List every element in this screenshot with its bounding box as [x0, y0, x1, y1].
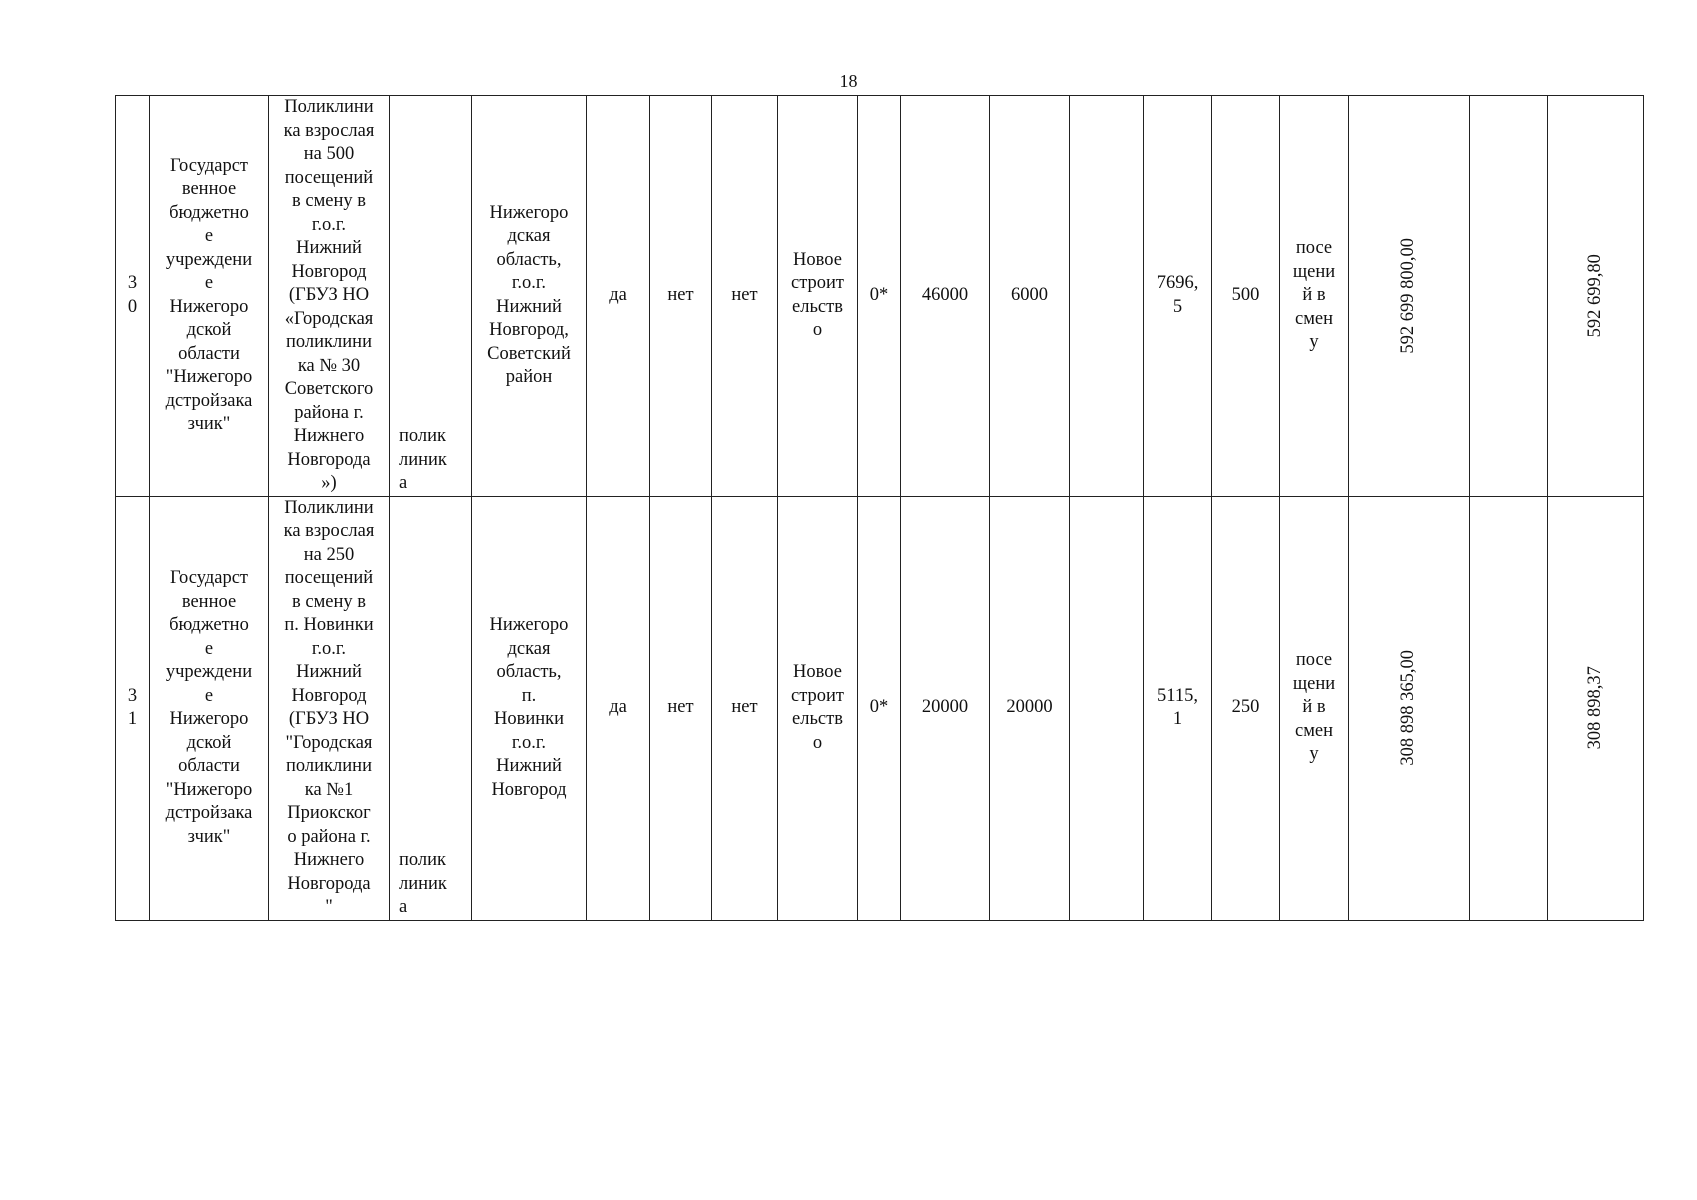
capacity-cell: 500	[1212, 96, 1280, 497]
cost-total-cell: 592 699 800,00	[1349, 96, 1470, 497]
col-12-cell: 20000	[990, 496, 1070, 920]
col-11-cell: 46000	[901, 96, 990, 497]
col-11-cell: 20000	[901, 496, 990, 920]
flag-3-cell: нет	[712, 96, 778, 497]
table-row	[116, 96, 1644, 497]
address-cell: Нижегоро дская область, г.о.г. Нижний Новгород, Советский район	[472, 96, 587, 497]
flag-2-cell: нет	[650, 496, 712, 920]
flag-1-cell: да	[587, 96, 650, 497]
cost-total-cell: 308 898 365,00	[1349, 496, 1470, 920]
row-number: 3 1	[116, 496, 150, 920]
flag-1-cell: да	[587, 496, 650, 920]
customer-cell: Государст венное бюджетно е учреждени е Нижегоро дской области "Нижегоро дстройзака зчик"	[150, 96, 269, 497]
col-18-cell	[1469, 496, 1547, 920]
col-10-cell: 0*	[858, 96, 901, 497]
page-number: 18	[839, 71, 858, 91]
area-cell: 5115, 1	[1144, 496, 1212, 920]
flag-3-cell: нет	[712, 496, 778, 920]
unit-cell: посе щени й в смен у	[1280, 96, 1349, 497]
col-18-cell	[1469, 96, 1547, 497]
address-cell: Нижегоро дская область, п. Новинки г.о.г. Нижний Новгород	[472, 496, 587, 920]
object-name-cell: Поликлини ка взрослая на 500 посещений в смену в г.о.г. Нижний Новгород (ГБУЗ НО «Городская поликлини ка № 30 Советского района г. Нижнего Новгорода »)	[269, 96, 390, 497]
cost-thousands-cell: 308 898,37	[1547, 496, 1643, 920]
col-13-cell	[1070, 496, 1144, 920]
col-10-cell: 0*	[858, 496, 901, 920]
work-type-cell: Новое строит ельств о	[778, 96, 858, 497]
capacity-cell: 250	[1212, 496, 1280, 920]
col-12-cell: 6000	[990, 96, 1070, 497]
unit-cell: посе щени й в смен у	[1280, 496, 1349, 920]
cost-thousands-cell: 592 699,80	[1547, 96, 1643, 497]
area-cell: 7696, 5	[1144, 96, 1212, 497]
col-13-cell	[1070, 96, 1144, 497]
table-row	[116, 496, 1644, 920]
object-type-cell: полик линик а	[390, 96, 472, 497]
object-name-cell: Поликлини ка взрослая на 250 посещений в смену в п. Новинки г.о.г. Нижний Новгород (ГБУЗ НО "Городская поликлини ка №1 Приокског о района г. Нижнего Новгорода "	[269, 496, 390, 920]
object-table	[115, 95, 1644, 921]
customer-cell: Государст венное бюджетно е учреждени е Нижегоро дской области "Нижегоро дстройзака зчик"	[150, 496, 269, 920]
flag-2-cell: нет	[650, 96, 712, 497]
work-type-cell: Новое строит ельств о	[778, 496, 858, 920]
object-type-cell: полик линик а	[390, 496, 472, 920]
row-number: 3 0	[116, 96, 150, 497]
